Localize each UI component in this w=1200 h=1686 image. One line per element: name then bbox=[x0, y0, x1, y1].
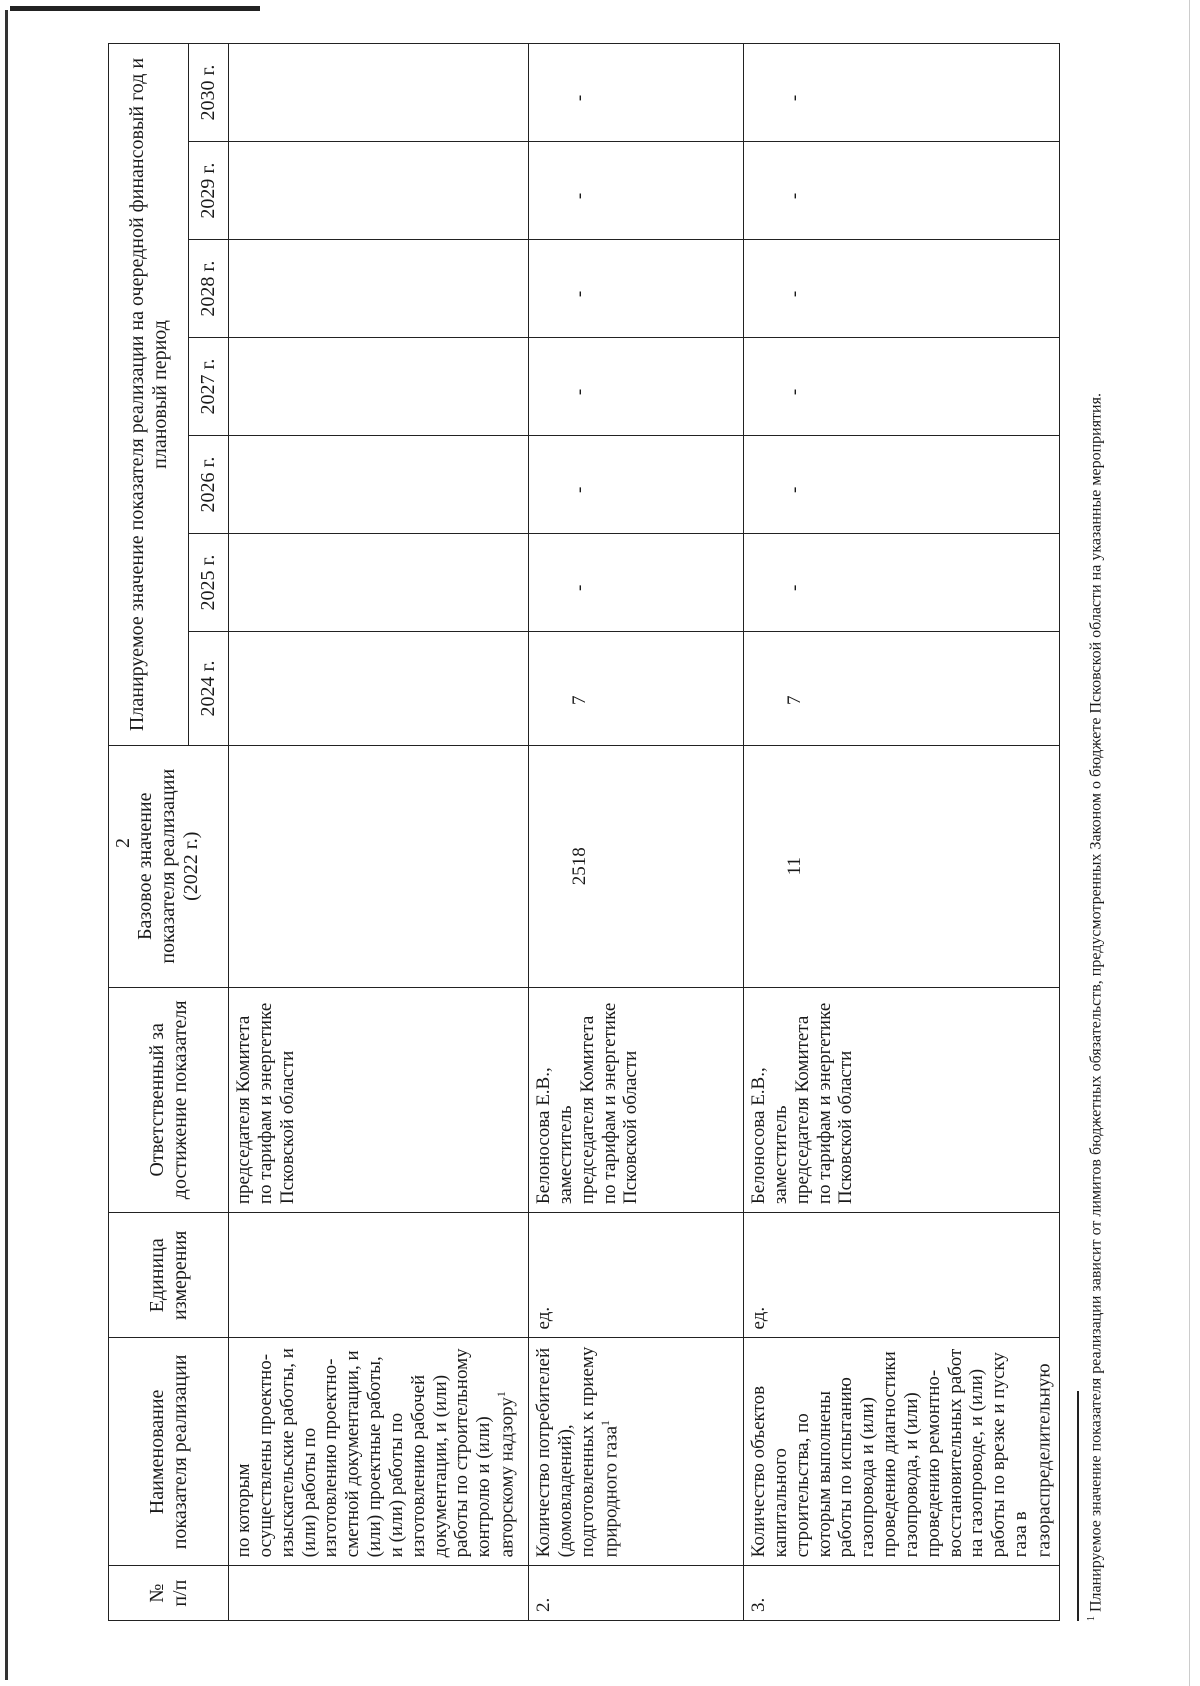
row-value-2030 bbox=[229, 44, 529, 142]
header-planned: Планируемое значение показателя реализации на очередной финансовый год и плановый период bbox=[109, 44, 189, 746]
row-value-2030: - bbox=[744, 44, 1060, 142]
page-number: 2 bbox=[112, 838, 134, 848]
row-name bbox=[744, 1338, 1060, 1566]
header-year-2029: 2029 г. bbox=[189, 142, 229, 240]
table-row bbox=[229, 44, 529, 1621]
row-unit bbox=[229, 1213, 529, 1338]
footnote-text: Планируемое значение показателя реализации зависит от лимитов бюджетных обязательств, предусмотренных Законом о бюджете Псковской области на указанные мероприятия. bbox=[1087, 393, 1105, 1616]
header-year-2028: 2028 г. bbox=[189, 240, 229, 338]
header-name: Наименование показателя реализации bbox=[109, 1338, 229, 1566]
row-responsible: председателя Комитета по тарифам и энергетике Псковской области bbox=[229, 987, 529, 1213]
footnote-mark: 1 bbox=[1086, 1616, 1097, 1621]
row-value-2029 bbox=[229, 142, 529, 240]
indicators-table bbox=[108, 43, 1060, 1621]
row-base bbox=[229, 745, 529, 987]
row-responsible: Белоносова Е.В., заместитель председателя Комитета по тарифам и энергетике Псковской области bbox=[744, 987, 1060, 1213]
row-name-text: Количество объектов капитального строительства, по которым выполнены работы по испытанию газопровода и (или) проведению диагностики газопровода, и (или) проведению ремонтно-восстановительных работ на газопроводе, и (или) работы по врезке и пуску газа в газораспределительную bbox=[748, 1348, 1055, 1558]
row-num: 3. bbox=[744, 1566, 1060, 1621]
row-value-2026 bbox=[229, 436, 529, 534]
row-num: 2. bbox=[529, 1566, 744, 1621]
footnote-ref: 1 bbox=[494, 1391, 509, 1398]
row-name-text: по которым осуществлены проектно-изыскательские работы, и (или) работы по изготовлению проектно-сметной документации, и (или) проектные работы, и (или) работы по изготовлению рабочей документации, и (или) работы по строительному контролю и (или) авторскому надзору bbox=[233, 1348, 518, 1558]
row-unit: ед. bbox=[744, 1213, 1060, 1338]
row-num bbox=[229, 1566, 529, 1621]
footnote-ref: 1 bbox=[597, 1419, 612, 1426]
header-year-2024: 2024 г. bbox=[189, 632, 229, 746]
row-base: 11 bbox=[744, 745, 1060, 987]
row-value-2025: - bbox=[744, 534, 1060, 632]
header-year-2026: 2026 г. bbox=[189, 436, 229, 534]
header-responsible: Ответственный за достижение показателя bbox=[109, 987, 229, 1213]
row-value-2029: - bbox=[744, 142, 1060, 240]
row-base: 2518 bbox=[529, 745, 744, 987]
row-value-2030: - bbox=[529, 44, 744, 142]
row-value-2028: - bbox=[529, 240, 744, 338]
header-unit: Единица измерения bbox=[109, 1213, 229, 1338]
row-value-2025 bbox=[229, 534, 529, 632]
row-name bbox=[229, 1338, 529, 1566]
row-value-2026: - bbox=[744, 436, 1060, 534]
header-row-1 bbox=[109, 44, 189, 1621]
row-value-2024: 7 bbox=[529, 632, 744, 746]
row-responsible: Белоносова Е.В., заместитель председателя Комитета по тарифам и энергетике Псковской области bbox=[529, 987, 744, 1213]
row-name-text: Количество потребителей (домовладений), подготовленных к приему природного газа bbox=[533, 1346, 621, 1558]
row-value-2026: - bbox=[529, 436, 744, 534]
row-value-2027: - bbox=[744, 338, 1060, 436]
footnote bbox=[1085, 61, 1107, 1621]
row-value-2024: 7 bbox=[744, 632, 1060, 746]
row-unit: ед. bbox=[529, 1213, 744, 1338]
row-value-2027 bbox=[229, 338, 529, 436]
table-row bbox=[744, 44, 1060, 1621]
row-name bbox=[529, 1338, 744, 1566]
header-year-2025: 2025 г. bbox=[189, 534, 229, 632]
header-year-2027: 2027 г. bbox=[189, 338, 229, 436]
row-value-2028 bbox=[229, 240, 529, 338]
header-year-2030: 2030 г. bbox=[189, 44, 229, 142]
header-base: Базовое значение показателя реализации (2022 г.) bbox=[109, 745, 229, 987]
table-row bbox=[529, 44, 744, 1621]
row-value-2024 bbox=[229, 632, 529, 746]
row-value-2025: - bbox=[529, 534, 744, 632]
row-value-2029: - bbox=[529, 142, 744, 240]
footnote-separator bbox=[1077, 1391, 1079, 1621]
row-value-2027: - bbox=[529, 338, 744, 436]
header-num: № п/п bbox=[109, 1566, 229, 1621]
row-value-2028: - bbox=[744, 240, 1060, 338]
